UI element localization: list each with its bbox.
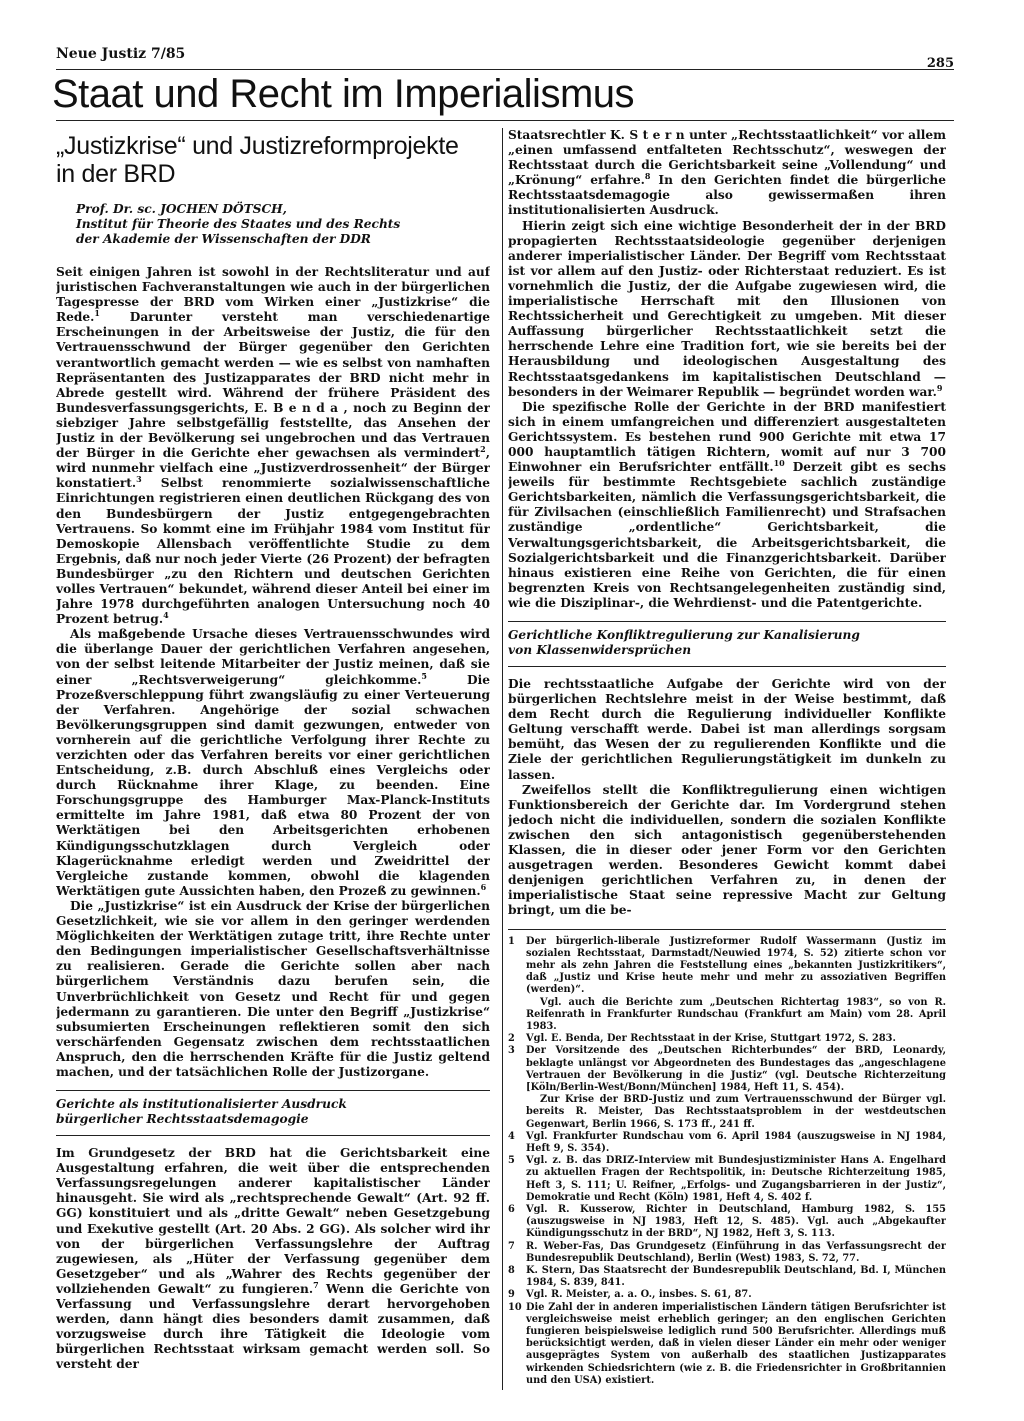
- paragraph: Zweifellos stellt die Konfliktregulierung einen wichtigen Funktionsbereich der Gerichte dar. Im Vordergrund stehen jedoch nicht die individuellen, sondern die sozialen Konflikte zwischen den sich antagonistisch gegenüberstehenden Klassen, die in dieser oder jener Form vor den Gerichten ausgetragen werden. Besonderes Gewicht kommt dabei denjenigen gerichtlichen Verfahren zu, in denen der imperialistische Staat seine repressive Macht zur Geltung bringt, um die be-: [508, 782, 946, 918]
- column-divider: [502, 128, 503, 1390]
- paragraph: Die „Justizkrise“ ist ein Ausdruck der Krise der bürgerlichen Gesetzlichkeit, wie sie vor allem in den geringer werdenden Möglichkeiten der Werktätigen zutage tritt, ihre Rechte unter den Bedingungen imperialistischer Gesellschaftsverhältnisse zu realisieren. Gerade die Gerichte sollen aber nach bürgerlichem Verständnis dazu berufen sein, die Unverbrüchlichkeit von Gesetz und Recht für und gegen jedermann zu garantieren. Die unter den Begriff „Justizkrise“ subsumierten Erscheinungen reflektieren somit den sich verschärfenden Gegensatz zwischen dem rechtsstaatlichen Anspruch, den die herrschenden Kräfte für die Justiz geltend machen, und der tatsächlichen Rolle der Justizorgane.: [56, 898, 490, 1079]
- running-head: Neue Justiz 7/85: [56, 46, 186, 62]
- footnote-text: Vgl. z. B. das DRIZ-Interview mit Bundesjustizminister Hans A. Engelhard zu aktuellen Fragen der Rechtspolitik, in: Deutsche Richterzeitung 1985, Heft 3, S. 111; U. Reifner, „Erfolgs- und Zugangsbarrieren in der Justiz“, Demokratie und Recht (Köln) 1981, Heft 4, S. 402 f.: [526, 1155, 946, 1203]
- title-rule: [56, 120, 954, 121]
- footnote: [508, 1045, 946, 1130]
- footnote-number: 8: [508, 1264, 515, 1276]
- footnote: [508, 1241, 946, 1265]
- footnote-ref: 2: [480, 444, 486, 455]
- footnote-number: 5: [508, 1155, 515, 1167]
- footnote-number: 10: [508, 1301, 522, 1313]
- footnote-text: R. Weber-Fas, Das Grundgesetz (Einführung in das Verfassungsrecht der Bundesrepublik Deutschland), Berlin (West) 1983, S. 72, 77.: [526, 1240, 946, 1264]
- footnote-number: 4: [508, 1130, 515, 1142]
- footnote-number: 6: [508, 1203, 515, 1215]
- paragraph: Die spezifische Rolle der Gerichte in der BRD manifestiert sich in einem umfangreichen und differenziert ausgestalteten Gerichtssystem. Es bestehen rund 900 Gerichte mit etwa 17 000 hauptamtlich tätigen Richtern, womit auf nur 3 700 Einwohner ein Berufsrichter entfällt.$^{10}$ Derzeit gibt es sechs jeweils für bestimmte Rechtsgebiete sachlich zuständige Gerichtsbarkeiten, nämlich die Verfassungsgerichtsbarkeit, die für Zivilsachen (einschließlich Familienrecht) und Strafsachen zuständige „ordentliche“ Gerichtsbarkeit, die Verwaltungsgerichtsbarkeit, die Arbeitsgerichtsbarkeit, die Sozialgerichtsbarkeit und die Finanzgerichtsbarkeit. Darüber hinaus existieren eine Reihe von Gerichten, die für einen begrenzten Kreis von Rechtsangelegenheiten zuständig sind, wie die Disziplinar-, die Wehrdienst- und die Patentgerichte.: [508, 399, 946, 610]
- article-title-line-2: in der BRD: [56, 160, 176, 188]
- paragraph: Im Grundgesetz der BRD hat die Gerichtsbarkeit eine Ausgestaltung erfahren, die weit über die entsprechenden Verfassungsregelungen anderer kapitalistischer Länder hinausgeht. Sie wird als „rechtsprechende Gewalt“ (Art. 92 ff. GG) konstituiert und als „dritte Gewalt“ neben Gesetzgebung und Exekutive gestellt (Art. 20 Abs. 2 GG). Als solcher wird ihr von der bürgerlichen Verfassungslehre der Auftrag zugewiesen, als „Hüter der Verfassung gegenüber dem Gesetzgeber“ und als „Wahrer des Rechts gegenüber der vollziehenden Gewalt“ zu fungieren.$^7$ Wenn die Gerichte von Verfassung und Verfassungslehre derart hervorgehoben werden, dann hängt dies besonders damit zusammen, daß vorzugsweise durch ihre Tätigkeit die Ideologie vom bürgerlichen Rechtsstaat wirksam gemacht werden soll. So versteht der: [56, 1146, 490, 1372]
- author-affiliation-line-1: Institut für Theorie des Staates und des Rechts: [76, 217, 401, 231]
- paragraph: Staatsrechtler K. S t e r n unter „Rechtsstaatlichkeit“ vor allem „einen umfassend entfalteten Rechtsschutz“, weswegen der Rechtsstaat durch die Gerichtsbarkeit seine „Vollendung“ und „Krönung“ erfahre.$^8$ In den Gerichten findet die bürgerliche Rechtsstaatsdemagogie also gewissermaßen ihren institutionalisierten Ausdruck.: [508, 128, 946, 218]
- article-title: [56, 132, 490, 188]
- footnote-number: 3: [508, 1045, 515, 1057]
- footnote-ref: 8: [644, 171, 651, 182]
- subheading: Gerichte als institutionalisierter Ausdruck bürgerlicher Rechtsstaatsdemagogie: [56, 1090, 490, 1136]
- footnote: [508, 1033, 946, 1045]
- page-number: 285: [926, 56, 954, 71]
- footnotes: [508, 929, 946, 1388]
- author-affiliation-line-2: der Akademie der Wissenschaften der DDR: [76, 232, 371, 246]
- paragraph: Hierin zeigt sich eine wichtige Besonderheit der in der BRD propagierten Rechtsstaatsideologie gegenüber derjenigen anderer imperialistischer Länder. Der Begriff vom Rechtsstaat ist vor allem auf den Justiz- oder Richterstaat reduziert. Es ist vornehmlich die Justiz, der die Aufgabe zugewiesen wird, die imperialistische Herrschaft mit den Illusionen von Rechtssicherheit und Gerechtigkeit zu umgeben. Mit dieser Auffassung bürgerlicher Rechtsstaatlichkeit setzt die herrschende Lehre eine Tradition fort, wie sie bereits bei der Herausbildung und ideologischen Ausgestaltung des Rechtsstaatsgedankens im kapitalistischen Deutschland — besonders in der Weimarer Republik — begründet worden war.$^9$: [508, 218, 946, 399]
- footnote-text: K. Stern, Das Staatsrecht der Bundesrepublik Deutschland, Bd. I, München 1984, S. 839, 841.: [526, 1264, 946, 1289]
- footnote-text: Vgl. E. Benda, Der Rechtsstaat in der Krise, Stuttgart 1972, S. 283.: [526, 1033, 896, 1045]
- article-title-line-1: „Justizkrise“ und Justizreformprojekte: [56, 132, 459, 160]
- footnote-ref: 1: [94, 308, 100, 319]
- footnote-text: Vgl. R. Kusserow, Richter in Deutschland, Hamburg 1982, S. 155 (auszugsweise in NJ 1983, Heft 12, S. 485). Vgl. auch „Abgekaufter Kündigungsschutz in der BRD“, NJ 1982, Heft 3, S. 113.: [526, 1203, 946, 1240]
- subheading: Gerichtliche Konfliktregulierung zur Kanalisierung von Klassenwidersprüchen: [508, 621, 946, 667]
- left-column: [56, 132, 490, 1394]
- footnote-text: Vgl. Frankfurter Rundschau vom 6. April 1984 (auszugsweise in NJ 1984, Heft 9, S. 354).: [526, 1130, 946, 1154]
- footnote-ref: 10: [773, 458, 785, 468]
- footnote: [508, 1204, 946, 1241]
- header-rule: [56, 69, 954, 70]
- footnote-ref: 5: [421, 670, 427, 681]
- footnote-text: Der bürgerlich-liberale Justizreformer Rudolf Wassermann (Justiz im sozialen Rechtsstaat, Darmstadt/Neuwied 1974, S. 52) zitierte schon vor mehr als zehn Jahren die Feststellung eines „bekannten Justizkritikers“, daß „Justiz und Krise heute mehr und mehr zu assoziativen Begriffen (werden)“. Vgl. auch die Berichte zum „Deutschen Richtertag 1983“, so von R. Reifenrath in Frankfurter Rundschau (Frankfurt am Main) vom 28. April 1983.: [526, 935, 946, 1032]
- footnote: [508, 1155, 946, 1204]
- paragraph: Als maßgebende Ursache dieses Vertrauensschwundes wird die überlange Dauer der gerichtlichen Verfahren angesehen, von der selbst leitende Mitarbeiter der Justiz meinen, daß sie einer „Rechtsverweigerung“ gleichkomme.$^5$ Die Prozeßverschleppung führt zwangsläufig zu einer Verteuerung der Verfahren. Angehörige der sozial schwachen Bevölkerungsgruppen sind damit gezwungen, entweder von vornherein auf die gerichtliche Verfolgung ihrer Rechte zu verzichten oder das Verfahren bereits vor einer gerichtlichen Entscheidung, z.B. durch Abschluß eines Vergleichs oder durch Rücknahme ihrer Klage, zu beenden. Eine Forschungsgruppe des Hamburger Max-Planck-Instituts ermittelte im Jahre 1981, daß etwa 80 Prozent der von Werktätigen bei den Arbeitsgerichten erhobenen Kündigungsschutzklagen durch Vergleich oder Klagerücknahme erledigt werden und Zweidrittel der Vergleiche zustande kommen, obwohl die klagenden Werktätigen gute Aussichten haben, den Prozeß zu gewinnen.$^6$: [56, 627, 490, 898]
- paragraph: Die rechtsstaatliche Aufgabe der Gerichte wird von der bürgerlichen Rechtslehre meist in der Weise bestimmt, daß dem Recht durch die Regulierung individueller Konflikte Geltung verschafft werde. Dabei ist man allerdings sorgsam bemüht, das Wesen der zu regulierenden Konflikte und die Ziele der gerichtlichen Regulierungstätigkeit im dunkeln zu lassen.: [508, 677, 946, 782]
- footnote-text: Der Vorsitzende des „Deutschen Richterbundes“ der BRD, Leonardy, beklagte unlängst vor Abgeordneten des Bundestages das „angeschlagene Vertrauen der Bevölkerung in die Justiz“ (vgl. Deutsche Richterzeitung [Köln/Berlin-West/Bonn/München] 1984, Heft 11, S. 454). Zur Krise der BRD-Justiz und zum Vertrauensschwund der Bürger vgl. bereits R. Meister, Das Rechtsstaatsproblem in der westdeutschen Gegenwart, Berlin 1966, S. 173 ff., 241 ff.: [526, 1045, 946, 1130]
- footnote-number: 1: [508, 935, 515, 947]
- footnote: [508, 1302, 946, 1387]
- byline: [76, 202, 490, 247]
- right-body: [508, 128, 946, 919]
- footnote-ref: 4: [163, 610, 169, 621]
- footnote: [508, 1289, 946, 1301]
- footnote-text: Die Zahl der in anderen imperialistischen Ländern tätigen Berufsrichter ist vergleichsweise meist erheblich geringer; an den englischen Gerichten fungieren beispielsweise lediglich rund 500 Berufsrichter. Allerdings muß berücksichtigt werden, daß in vielen dieser Länder ein mehr oder weniger ausgeprägtes System von außerhalb des staatlichen Justizapparates wirkenden Schiedsrichtern (wie z. B. die Friedensrichter in Großbritannien und den USA) existiert.: [526, 1301, 946, 1386]
- footnote-ref: 6: [480, 881, 487, 892]
- footnote-ref: 3: [136, 474, 142, 485]
- footnote-text: Vgl. R. Meister, a. a. O., insbes. S. 61, 87.: [526, 1289, 752, 1301]
- footnote-ref: 9: [936, 382, 943, 393]
- author-name: Prof. Dr. sc. JOCHEN DÖTSCH,: [76, 202, 287, 216]
- paragraph: Seit einigen Jahren ist sowohl in der Rechtsliteratur und auf juristischen Fachveranstaltungen wie auch in der bürgerlichen Tagespresse der BRD vom Wirken einer „Justizkrise“ die Rede.$^1$ Darunter versteht man verschiedenartige Erscheinungen in der Arbeitsweise der Justiz, die für den Vertrauensschwund der Bürger gegenüber den Gerichten verantwortlich gemacht werden — wie es selbst von namhaften Repräsentanten des Justizapparates der BRD nicht mehr in Abrede gestellt wird. Während der frühere Präsident des Bundesverfassungsgerichts, E. B e n d a , noch zu Beginn der siebziger Jahre selbstgefällig feststellte, das Ansehen der Justiz in der Bevölkerung sei ungebrochen und das Vertrauen der Bürger in die Gerichte eher gewachsen als vermindert$^2$, wird nunmehr vielfach eine „Justizverdrossenheit“ der Bürger konstatiert.$^3$ Selbst renommierte sozialwissenschaftliche Einrichtungen registrieren einen deutlichen Rückgang des von den Bundesbürgern der Justiz entgegengebrachten Vertrauens. So kommt eine im Frühjahr 1984 vom Institut für Demoskopie Allensbach veröffentlichte Studie zu dem Ergebnis, daß nur noch jeder Vierte (26 Prozent) der befragten Bundesbürger „zu den Richtern und deutschen Gerichten volles Vertrauen“ bekundet, während dieser Anteil bei einer im Jahre 1978 durchgeführten analogen Untersuchung noch 40 Prozent betrug.$^4$: [56, 265, 490, 627]
- footnote-ref: 7: [313, 1279, 319, 1290]
- right-column: [508, 128, 946, 1394]
- footnote: [508, 1131, 946, 1155]
- footnote-number: 9: [508, 1289, 515, 1301]
- left-body: [56, 265, 490, 1372]
- footnote-number: 2: [508, 1033, 515, 1045]
- section-title: Staat und Recht im Imperialismus: [52, 72, 635, 116]
- footnote: [508, 936, 946, 1034]
- footnote-number: 7: [508, 1240, 515, 1252]
- footnote: [508, 1265, 946, 1289]
